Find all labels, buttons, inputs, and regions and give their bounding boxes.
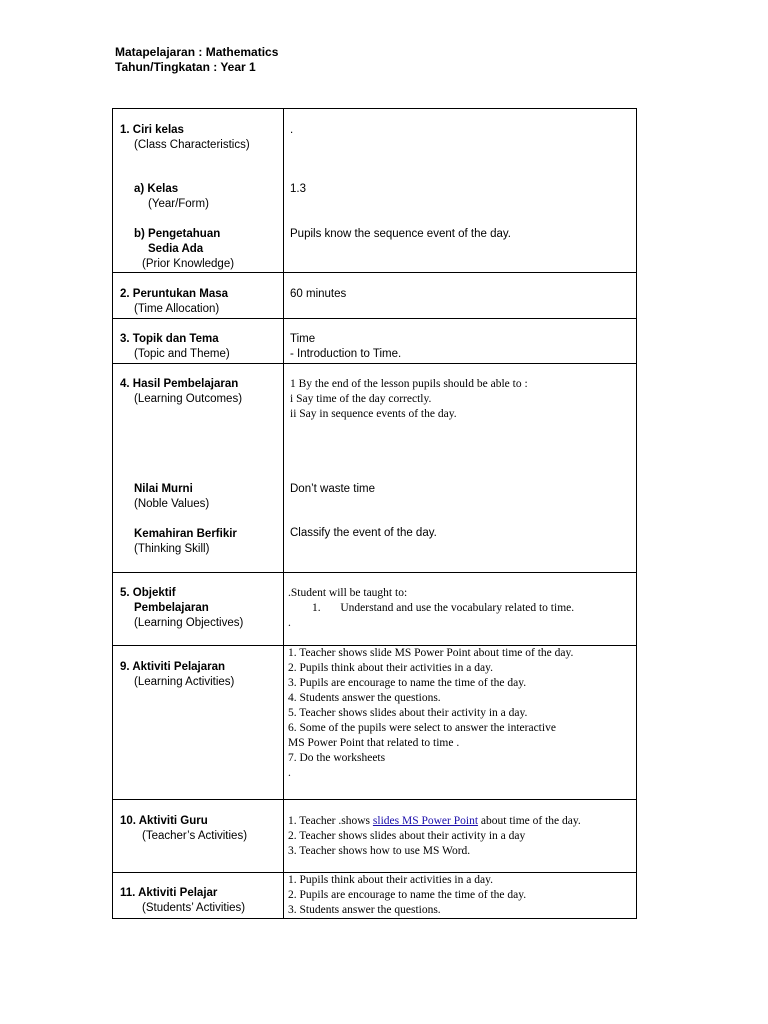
row-learning-activities — [113, 646, 637, 800]
objektif-item-text: Understand and use the vocabulary related to time. — [340, 602, 575, 614]
pelajar-line: 1. Pupils think about their activities in a day. — [288, 874, 493, 886]
guru-sub: (Teacher’s Activities) — [142, 830, 248, 842]
objektif-line-3: . — [288, 617, 291, 629]
pelajar-line: 2. Pupils are encourage to name the time of the day. — [288, 889, 527, 901]
row-value-cell — [284, 573, 637, 646]
row-class-characteristics — [113, 109, 637, 273]
guru-label: 10. Aktiviti Guru — [120, 815, 208, 827]
row-learning-outcomes — [113, 364, 637, 573]
objektif-label-1: 5. Objektif — [120, 587, 176, 599]
hasil-line-2: i Say time of the day correctly. — [290, 393, 432, 405]
nilai-value: Don’t waste time — [290, 483, 376, 495]
peng-sub: (Prior Knowledge) — [142, 258, 235, 270]
ciri-value: . — [290, 124, 294, 136]
year-line: Tahun/Tingkatan : Year 1 — [115, 60, 256, 74]
hasil-line-3: ii Say in sequence events of the day. — [290, 408, 457, 420]
row-label-cell — [113, 109, 284, 273]
row-label-cell — [113, 273, 284, 319]
kemahiran-sub: (Thinking Skill) — [134, 543, 210, 555]
pelajar-line: 3. Students answer the questions. — [288, 904, 441, 916]
row-value-cell — [284, 646, 637, 800]
row-label-cell — [113, 319, 284, 364]
guru-line-2: 2. Teacher shows slides about their activity in a day — [288, 830, 526, 842]
kelas-value: 1.3 — [290, 183, 306, 195]
peng-value: Pupils know the sequence event of the day. — [290, 228, 511, 240]
kelas-label: a) Kelas — [134, 183, 179, 195]
guru-line-1-prefix: 1. Teacher .shows — [288, 815, 373, 827]
row-label-cell — [113, 573, 284, 646]
row-value-cell — [284, 873, 637, 919]
objektif-item — [288, 601, 636, 616]
aktiviti-line: 1. Teacher shows slide MS Power Point about time of the day. — [288, 647, 574, 659]
masa-label: 2. Peruntukan Masa — [120, 288, 229, 300]
aktiviti-label: 9. Aktiviti Pelajaran — [120, 661, 226, 673]
aktiviti-line: 6. Some of the pupils were select to answer the interactive — [288, 722, 556, 734]
hasil-sub: (Learning Outcomes) — [134, 393, 243, 405]
row-time-allocation — [113, 273, 637, 319]
peng-label-1: b) Pengetahuan — [134, 228, 221, 240]
row-label-cell — [113, 873, 284, 919]
objektif-label-2: Pembelajaran — [134, 602, 209, 614]
row-label-cell — [113, 646, 284, 800]
kemahiran-value: Classify the event of the day. — [290, 527, 437, 539]
row-learning-objectives — [113, 573, 637, 646]
aktiviti-line: . — [288, 767, 291, 779]
slides-link[interactable]: slides MS Power Point — [372, 815, 479, 827]
document-header — [115, 45, 278, 75]
peng-label-2: Sedia Ada — [148, 243, 204, 255]
kelas-sub: (Year/Form) — [148, 198, 209, 210]
aktiviti-sub: (Learning Activities) — [134, 676, 235, 688]
pelajar-label: 11. Aktiviti Pelajar — [120, 887, 218, 899]
topik-value-2: - Introduction to Time. — [290, 348, 402, 360]
nilai-label: Nilai Murni — [134, 483, 193, 495]
aktiviti-line: 4. Students answer the questions. — [288, 692, 441, 704]
row-value-cell — [284, 364, 637, 573]
subject-line: Matapelajaran : Mathematics — [115, 45, 279, 59]
guru-line-1 — [288, 814, 636, 829]
aktiviti-line: 7. Do the worksheets — [288, 752, 386, 764]
hasil-line-1: 1 By the end of the lesson pupils should be able to : — [290, 378, 528, 390]
aktiviti-line: 3. Pupils are encourage to name the time of the day. — [288, 677, 527, 689]
topik-label: 3. Topik dan Tema — [120, 333, 219, 345]
aktiviti-line: 2. Pupils think about their activities in a day. — [288, 662, 493, 674]
row-topic-theme — [113, 319, 637, 364]
guru-line-1-suffix: about time of the day. — [478, 815, 581, 827]
row-value-cell — [284, 273, 637, 319]
kemahiran-label: Kemahiran Berfikir — [134, 528, 237, 540]
row-value-cell — [284, 109, 637, 273]
pelajar-sub: (Students’ Activities) — [142, 902, 246, 914]
row-label-cell — [113, 364, 284, 573]
guru-line-3: 3. Teacher shows how to use MS Word. — [288, 845, 471, 857]
ciri-label: 1. Ciri kelas — [120, 124, 184, 136]
lesson-plan-table — [112, 108, 637, 919]
aktiviti-line: 5. Teacher shows slides about their activity in a day. — [288, 707, 528, 719]
hasil-label: 4. Hasil Pembelajaran — [120, 378, 239, 390]
objektif-item-number: 1. — [312, 602, 321, 614]
topik-sub: (Topic and Theme) — [134, 348, 230, 360]
nilai-sub: (Noble Values) — [134, 498, 210, 510]
row-label-cell — [113, 800, 284, 873]
row-teacher-activities — [113, 800, 637, 873]
ciri-sub: (Class Characteristics) — [134, 139, 250, 151]
topik-value-1: Time — [290, 333, 316, 345]
aktiviti-line: MS Power Point that related to time . — [288, 737, 460, 749]
objektif-line-1: .Student will be taught to: — [288, 587, 408, 599]
objektif-sub: (Learning Objectives) — [134, 617, 244, 629]
masa-value: 60 minutes — [290, 288, 347, 300]
row-value-cell — [284, 800, 637, 873]
masa-sub: (Time Allocation) — [134, 303, 220, 315]
row-student-activities — [113, 873, 637, 919]
row-value-cell — [284, 319, 637, 364]
